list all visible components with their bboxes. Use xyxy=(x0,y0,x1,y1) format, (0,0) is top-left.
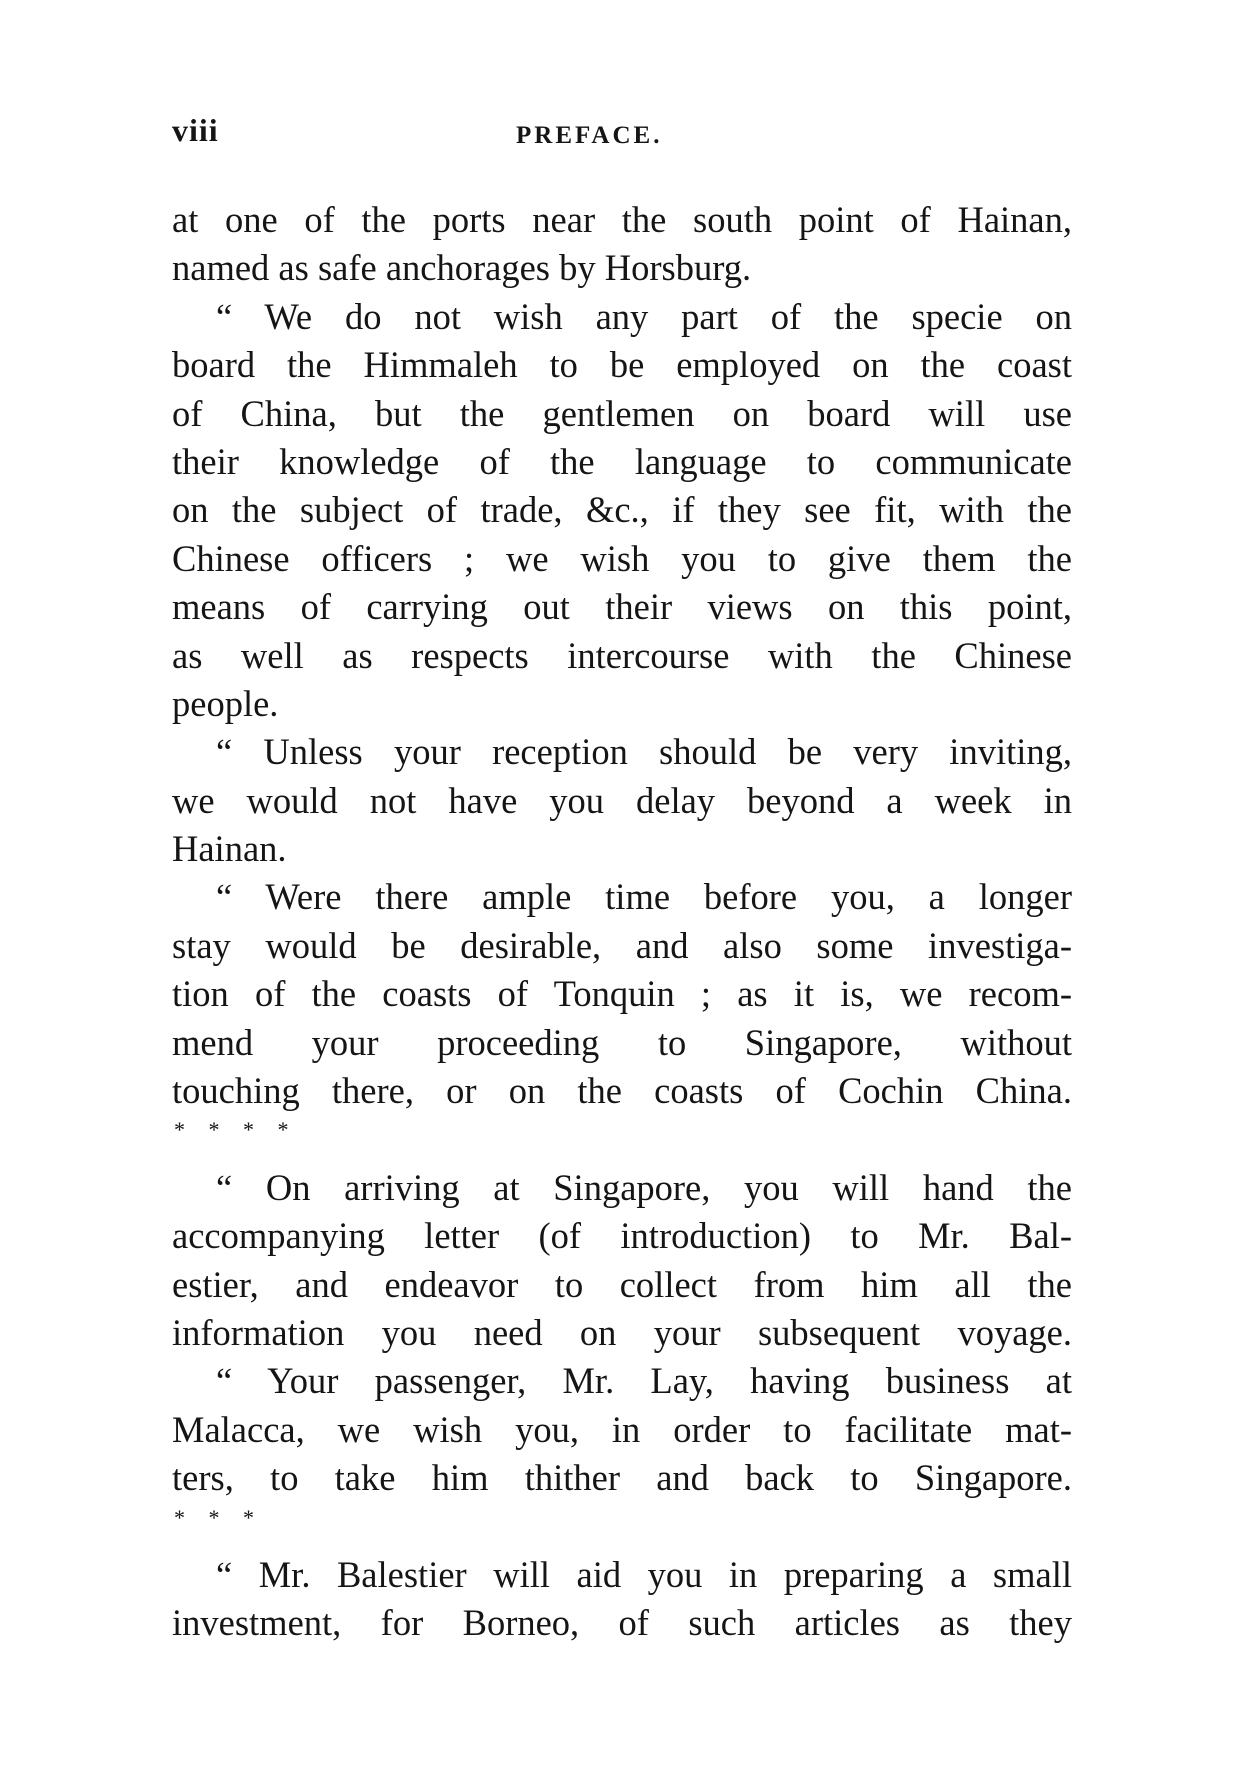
text-line: at one of the ports near the south point of Hainan, xyxy=(172,199,1072,240)
text-line: accompanying letter (of introduction) to Mr. Bal- xyxy=(172,1215,1072,1257)
page-header xyxy=(172,112,1072,160)
paragraph-first-line: “ We do not wish any part of the specie on xyxy=(216,295,1072,337)
text-line: Chinese officers ; we wish you to give them the xyxy=(172,537,1072,579)
text-line: named as safe anchorages by Horsburg. xyxy=(172,247,752,289)
paragraph-first-line: “ Unless your reception should be very inviting, xyxy=(216,731,1072,773)
text-line: stay would be desirable, and also some investiga- xyxy=(172,924,1072,966)
text-line: mend your proceeding to Singapore, without xyxy=(172,1021,1072,1063)
paragraph-first-line: “ Your passenger, Mr. Lay, having business at xyxy=(216,1360,1072,1402)
text-line: board the Himmaleh to be employed on the coast xyxy=(172,344,1072,386)
body-text xyxy=(172,196,1072,1648)
section-break-asterisks: * * * * xyxy=(174,1117,298,1143)
text-line: estier, and endeavor to collect from him all the xyxy=(172,1263,1072,1305)
text-line: we would not have you delay beyond a week in xyxy=(172,779,1072,821)
text-line: their knowledge of the language to communicate xyxy=(172,440,1072,482)
paragraph-first-line: “ Were there ample time before you, a longer xyxy=(216,876,1072,918)
text-line: means of carrying out their views on this point, xyxy=(172,586,1072,628)
text-line: information you need on your subsequent voyage. xyxy=(172,1311,1072,1353)
paragraph-first-line: “ Mr. Balestier will aid you in preparing a small xyxy=(216,1553,1072,1595)
text-line: touching there, or on the coasts of Cochin China. xyxy=(172,1070,1072,1112)
text-line: Malacca, we wish you, in order to facilitate mat- xyxy=(172,1408,1072,1450)
running-head: PREFACE. xyxy=(516,122,663,149)
text-line: as well as respects intercourse with the Chinese xyxy=(172,634,1072,676)
section-break-asterisks: * * * xyxy=(174,1504,263,1530)
text-line: of China, but the gentlemen on board will use xyxy=(172,392,1072,434)
text-line: people. xyxy=(172,682,279,724)
text-line: on the subject of trade, &c., if they see fit, with the xyxy=(172,489,1072,531)
page-number: viii xyxy=(172,112,219,148)
text-line: ters, to take him thither and back to Singapore. xyxy=(172,1457,1072,1499)
text-line: investment, for Borneo, of such articles as they xyxy=(172,1602,1072,1644)
text-line: tion of the coasts of Tonquin ; as it is, we recom- xyxy=(172,973,1072,1015)
paragraph-first-line: “ On arriving at Singapore, you will hand the xyxy=(216,1166,1072,1208)
text-line: Hainan. xyxy=(172,828,287,870)
